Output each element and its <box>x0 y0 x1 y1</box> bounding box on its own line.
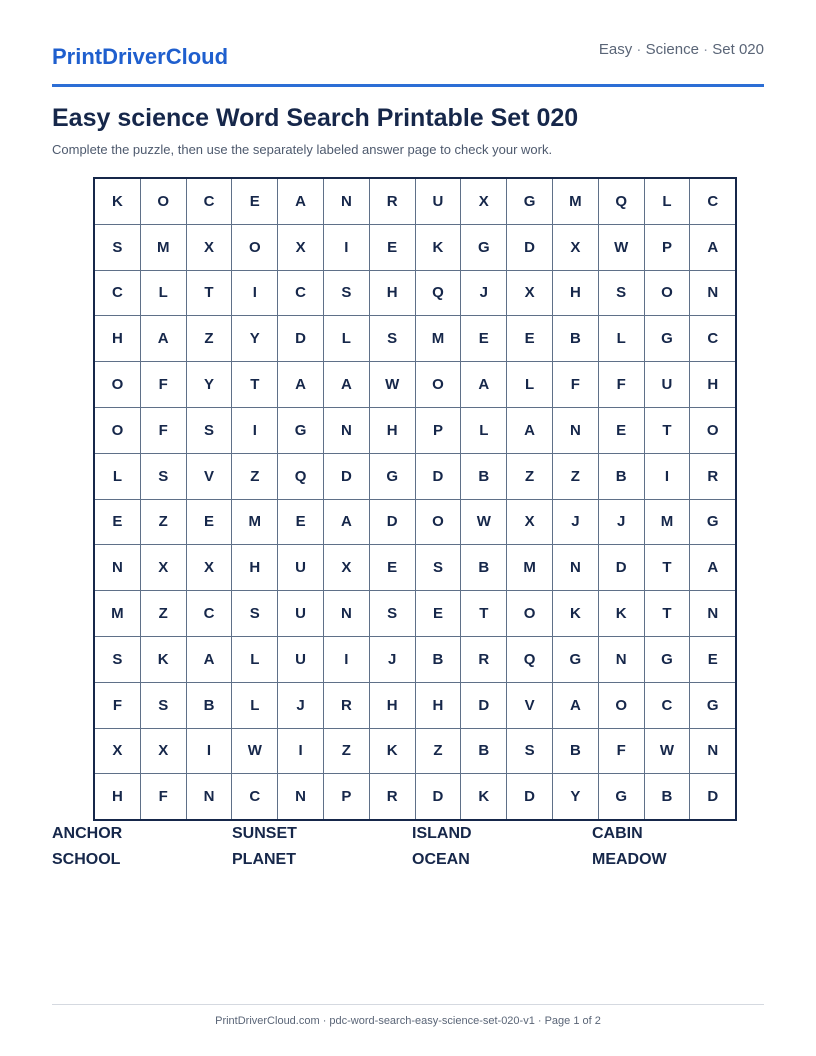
word-list <box>52 825 772 877</box>
grid-cell[interactable]: D <box>599 545 644 590</box>
meta-separator: · <box>636 41 642 58</box>
grid-cell[interactable]: T <box>645 591 690 636</box>
grid-cell[interactable]: F <box>141 408 186 453</box>
grid-cell[interactable]: E <box>507 316 552 361</box>
grid-cell[interactable]: H <box>553 271 598 316</box>
grid-cell[interactable]: O <box>507 591 552 636</box>
grid-cell[interactable]: K <box>416 225 461 270</box>
page-header <box>52 32 764 87</box>
grid-cell[interactable]: I <box>324 637 369 682</box>
grid-cell[interactable]: B <box>599 454 644 499</box>
grid-cell[interactable]: A <box>553 683 598 728</box>
grid-cell[interactable]: C <box>278 271 323 316</box>
page-subtitle: Complete the puzzle, then use the separately labeled answer page to check your work. <box>52 142 553 157</box>
grid-cell[interactable]: G <box>370 454 415 499</box>
grid-cell[interactable]: T <box>461 591 506 636</box>
grid-cell[interactable]: B <box>416 637 461 682</box>
grid-cell[interactable]: E <box>232 179 277 224</box>
grid-cell[interactable]: Z <box>141 500 186 545</box>
grid-cell[interactable]: L <box>645 179 690 224</box>
page-footer: PrintDriverCloud.com · pdc-word-search-easy-science-set-020-v1 · Page 1 of 2 <box>52 1004 764 1027</box>
grid-cell[interactable]: A <box>690 545 735 590</box>
grid-cell[interactable]: R <box>461 637 506 682</box>
grid-cell[interactable]: N <box>324 179 369 224</box>
grid-cell[interactable]: T <box>645 408 690 453</box>
grid-cell[interactable]: X <box>187 545 232 590</box>
meta-subject: Science <box>645 41 699 58</box>
grid-cell[interactable]: T <box>232 362 277 407</box>
grid-cell[interactable]: Z <box>187 316 232 361</box>
grid-cell[interactable]: G <box>690 683 735 728</box>
grid-cell[interactable]: I <box>645 454 690 499</box>
grid-cell[interactable]: H <box>416 683 461 728</box>
grid-cell[interactable]: D <box>690 774 735 819</box>
grid-cell[interactable]: E <box>461 316 506 361</box>
grid-cell[interactable]: U <box>645 362 690 407</box>
grid-cell[interactable]: D <box>507 225 552 270</box>
grid-cell[interactable]: S <box>599 271 644 316</box>
grid-cell[interactable]: D <box>416 774 461 819</box>
grid-cell[interactable]: D <box>370 500 415 545</box>
grid-cell[interactable]: F <box>599 729 644 774</box>
grid-cell[interactable]: O <box>141 179 186 224</box>
grid-cell[interactable]: I <box>278 729 323 774</box>
grid-cell[interactable]: B <box>187 683 232 728</box>
grid-cell[interactable]: N <box>690 729 735 774</box>
grid-cell[interactable]: W <box>461 500 506 545</box>
grid-cell[interactable]: Z <box>324 729 369 774</box>
grid-cell[interactable]: W <box>599 225 644 270</box>
grid-cell[interactable]: H <box>95 774 140 819</box>
grid-cell[interactable]: N <box>95 545 140 590</box>
grid-cell[interactable]: C <box>95 271 140 316</box>
grid-cell[interactable]: A <box>278 179 323 224</box>
grid-cell[interactable]: P <box>416 408 461 453</box>
grid-cell[interactable]: E <box>278 500 323 545</box>
grid-cell[interactable]: G <box>461 225 506 270</box>
grid-cell[interactable]: C <box>690 179 735 224</box>
grid-cell[interactable]: J <box>599 500 644 545</box>
grid-cell[interactable]: V <box>187 454 232 499</box>
grid-cell[interactable]: K <box>141 637 186 682</box>
grid-cell[interactable]: F <box>553 362 598 407</box>
grid-cell[interactable]: O <box>232 225 277 270</box>
grid-cell[interactable]: K <box>461 774 506 819</box>
grid-cell[interactable]: S <box>507 729 552 774</box>
grid-cell[interactable]: Q <box>599 179 644 224</box>
grid-cell[interactable]: X <box>461 179 506 224</box>
grid-cell[interactable]: U <box>416 179 461 224</box>
word-list-item: PLANET <box>232 851 296 868</box>
grid-cell[interactable]: Q <box>416 271 461 316</box>
grid-cell[interactable]: H <box>690 362 735 407</box>
grid-cell[interactable]: S <box>95 637 140 682</box>
grid-cell[interactable]: X <box>507 271 552 316</box>
grid-cell[interactable]: M <box>416 316 461 361</box>
grid-cell[interactable]: M <box>95 591 140 636</box>
word-list-item: CABIN <box>592 825 643 842</box>
grid-cell[interactable]: E <box>370 545 415 590</box>
grid-cell[interactable]: H <box>95 316 140 361</box>
grid-cell[interactable]: T <box>645 545 690 590</box>
grid-cell[interactable]: Q <box>507 637 552 682</box>
grid-cell[interactable]: M <box>232 500 277 545</box>
grid-cell[interactable]: O <box>599 683 644 728</box>
grid-cell[interactable]: O <box>95 408 140 453</box>
grid-cell[interactable]: B <box>461 729 506 774</box>
grid-cell[interactable]: A <box>324 500 369 545</box>
grid-cell[interactable]: T <box>187 271 232 316</box>
grid-cell[interactable]: O <box>645 271 690 316</box>
brand-logo-text[interactable]: PrintDriverCloud <box>52 44 229 69</box>
grid-cell[interactable]: E <box>690 637 735 682</box>
grid-cell[interactable]: G <box>553 637 598 682</box>
grid-cell[interactable]: F <box>95 683 140 728</box>
grid-cell[interactable]: L <box>324 316 369 361</box>
grid-cell[interactable]: N <box>324 591 369 636</box>
grid-cell[interactable]: E <box>370 225 415 270</box>
grid-cell[interactable]: N <box>599 637 644 682</box>
grid-cell[interactable]: R <box>324 683 369 728</box>
grid-cell[interactable]: B <box>553 316 598 361</box>
grid-cell[interactable]: R <box>370 179 415 224</box>
grid-cell[interactable]: S <box>187 408 232 453</box>
grid-cell[interactable]: P <box>645 225 690 270</box>
word-list-item: ANCHOR <box>52 825 123 842</box>
grid-cell[interactable]: X <box>141 729 186 774</box>
grid-cell[interactable]: U <box>278 591 323 636</box>
grid-cell[interactable]: F <box>141 362 186 407</box>
grid-cell[interactable]: B <box>553 729 598 774</box>
grid-cell[interactable]: C <box>187 591 232 636</box>
grid-cell[interactable]: G <box>690 500 735 545</box>
grid-cell[interactable]: N <box>278 774 323 819</box>
grid-cell[interactable]: U <box>278 637 323 682</box>
grid-cell[interactable]: L <box>461 408 506 453</box>
meta-difficulty: Easy <box>598 41 633 58</box>
puzzle-meta <box>599 41 764 58</box>
grid-cell[interactable]: N <box>324 408 369 453</box>
grid-cell[interactable]: N <box>553 545 598 590</box>
grid-cell[interactable]: A <box>690 225 735 270</box>
grid-cell[interactable]: G <box>278 408 323 453</box>
grid-cell[interactable]: M <box>141 225 186 270</box>
grid-cell[interactable]: R <box>690 454 735 499</box>
grid-cell[interactable]: W <box>645 729 690 774</box>
grid-cell[interactable]: S <box>416 545 461 590</box>
grid-cell[interactable]: S <box>141 454 186 499</box>
grid-cell[interactable]: U <box>278 545 323 590</box>
grid-cell[interactable]: O <box>416 500 461 545</box>
grid-cell[interactable]: Z <box>416 729 461 774</box>
meta-separator: · <box>703 41 709 58</box>
grid-cell[interactable]: X <box>95 729 140 774</box>
grid-cell[interactable]: Y <box>553 774 598 819</box>
grid-cell[interactable]: V <box>507 683 552 728</box>
grid-cell[interactable]: D <box>461 683 506 728</box>
grid-cell[interactable]: O <box>416 362 461 407</box>
grid-cell[interactable]: L <box>599 316 644 361</box>
grid-cell[interactable]: Z <box>141 591 186 636</box>
grid-cell[interactable]: E <box>599 408 644 453</box>
grid-cell[interactable]: A <box>187 637 232 682</box>
grid-cell[interactable]: N <box>187 774 232 819</box>
grid-cell[interactable]: G <box>645 637 690 682</box>
grid-cell[interactable]: N <box>690 271 735 316</box>
word-list-item: SUNSET <box>232 825 297 842</box>
grid-cell[interactable]: O <box>95 362 140 407</box>
word-list-item: SCHOOL <box>52 851 121 868</box>
grid-cell[interactable]: S <box>95 225 140 270</box>
grid-cell[interactable]: L <box>507 362 552 407</box>
grid-cell[interactable]: R <box>370 774 415 819</box>
grid-cell[interactable]: S <box>324 271 369 316</box>
grid-cell[interactable]: A <box>507 408 552 453</box>
grid-cell[interactable]: X <box>553 225 598 270</box>
grid-cell[interactable]: E <box>416 591 461 636</box>
grid-cell[interactable]: N <box>690 591 735 636</box>
grid-cell[interactable]: E <box>95 500 140 545</box>
grid-cell[interactable]: N <box>553 408 598 453</box>
grid-cell[interactable]: J <box>370 637 415 682</box>
grid-cell[interactable]: X <box>507 500 552 545</box>
word-list-item: MEADOW <box>592 851 667 868</box>
grid-cell[interactable]: H <box>232 545 277 590</box>
grid-cell[interactable]: F <box>141 774 186 819</box>
word-search-grid <box>93 177 737 821</box>
grid-cell[interactable]: K <box>95 179 140 224</box>
grid-cell[interactable]: S <box>141 683 186 728</box>
grid-cell[interactable]: X <box>278 225 323 270</box>
grid-cell[interactable]: A <box>278 362 323 407</box>
grid-cell[interactable]: B <box>461 454 506 499</box>
grid-cell[interactable]: W <box>370 362 415 407</box>
grid-cell[interactable]: S <box>370 591 415 636</box>
page-title: Easy science Word Search Printable Set 020 <box>52 104 579 132</box>
grid-cell[interactable]: J <box>278 683 323 728</box>
grid-cell[interactable]: X <box>141 545 186 590</box>
grid-cell[interactable]: J <box>461 271 506 316</box>
grid-cell[interactable]: C <box>690 316 735 361</box>
grid-cell[interactable]: K <box>370 729 415 774</box>
grid-cell[interactable]: X <box>324 545 369 590</box>
grid-cell[interactable]: M <box>553 179 598 224</box>
grid-cell[interactable]: A <box>324 362 369 407</box>
grid-cell[interactable]: D <box>278 316 323 361</box>
grid-cell[interactable]: P <box>324 774 369 819</box>
grid-cell[interactable]: L <box>232 637 277 682</box>
grid-cell[interactable]: C <box>187 179 232 224</box>
grid-cell[interactable]: F <box>599 362 644 407</box>
grid-cell[interactable]: Z <box>553 454 598 499</box>
grid-cell[interactable]: W <box>232 729 277 774</box>
grid-cell[interactable]: L <box>232 683 277 728</box>
grid-cell[interactable]: D <box>416 454 461 499</box>
grid-cell[interactable]: A <box>461 362 506 407</box>
grid-cell[interactable]: E <box>187 500 232 545</box>
grid-cell[interactable]: H <box>370 271 415 316</box>
grid-cell[interactable]: G <box>645 316 690 361</box>
meta-set: Set 020 <box>712 41 764 58</box>
grid-cell[interactable]: X <box>187 225 232 270</box>
grid-cell[interactable]: L <box>95 454 140 499</box>
grid-cell[interactable]: O <box>690 408 735 453</box>
grid-cell[interactable]: I <box>232 271 277 316</box>
word-list-item: ISLAND <box>412 825 472 842</box>
grid-cell[interactable]: C <box>645 683 690 728</box>
grid-cell[interactable]: I <box>187 729 232 774</box>
grid-cell[interactable]: Q <box>278 454 323 499</box>
grid-cell[interactable]: G <box>599 774 644 819</box>
grid-cell[interactable]: D <box>507 774 552 819</box>
grid-cell[interactable]: I <box>232 408 277 453</box>
grid-cell[interactable]: C <box>232 774 277 819</box>
grid-cell[interactable]: S <box>370 316 415 361</box>
grid-cell[interactable]: Y <box>232 316 277 361</box>
grid-cell[interactable]: I <box>324 225 369 270</box>
grid-cell[interactable]: Z <box>507 454 552 499</box>
grid-cell[interactable]: M <box>645 500 690 545</box>
grid-cell[interactable]: D <box>324 454 369 499</box>
grid-cell[interactable]: Y <box>187 362 232 407</box>
grid-cell[interactable]: B <box>645 774 690 819</box>
grid-cell[interactable]: H <box>370 683 415 728</box>
grid-cell[interactable]: B <box>461 545 506 590</box>
grid-cell[interactable]: A <box>141 316 186 361</box>
grid-cell[interactable]: K <box>599 591 644 636</box>
grid-cell[interactable]: H <box>370 408 415 453</box>
grid-cell[interactable]: S <box>232 591 277 636</box>
grid-cell[interactable]: M <box>507 545 552 590</box>
grid-cell[interactable]: Z <box>232 454 277 499</box>
word-list-item: OCEAN <box>412 851 470 868</box>
grid-cell[interactable]: L <box>141 271 186 316</box>
grid-cell[interactable]: J <box>553 500 598 545</box>
grid-cell[interactable]: G <box>507 179 552 224</box>
grid-cell[interactable]: K <box>553 591 598 636</box>
